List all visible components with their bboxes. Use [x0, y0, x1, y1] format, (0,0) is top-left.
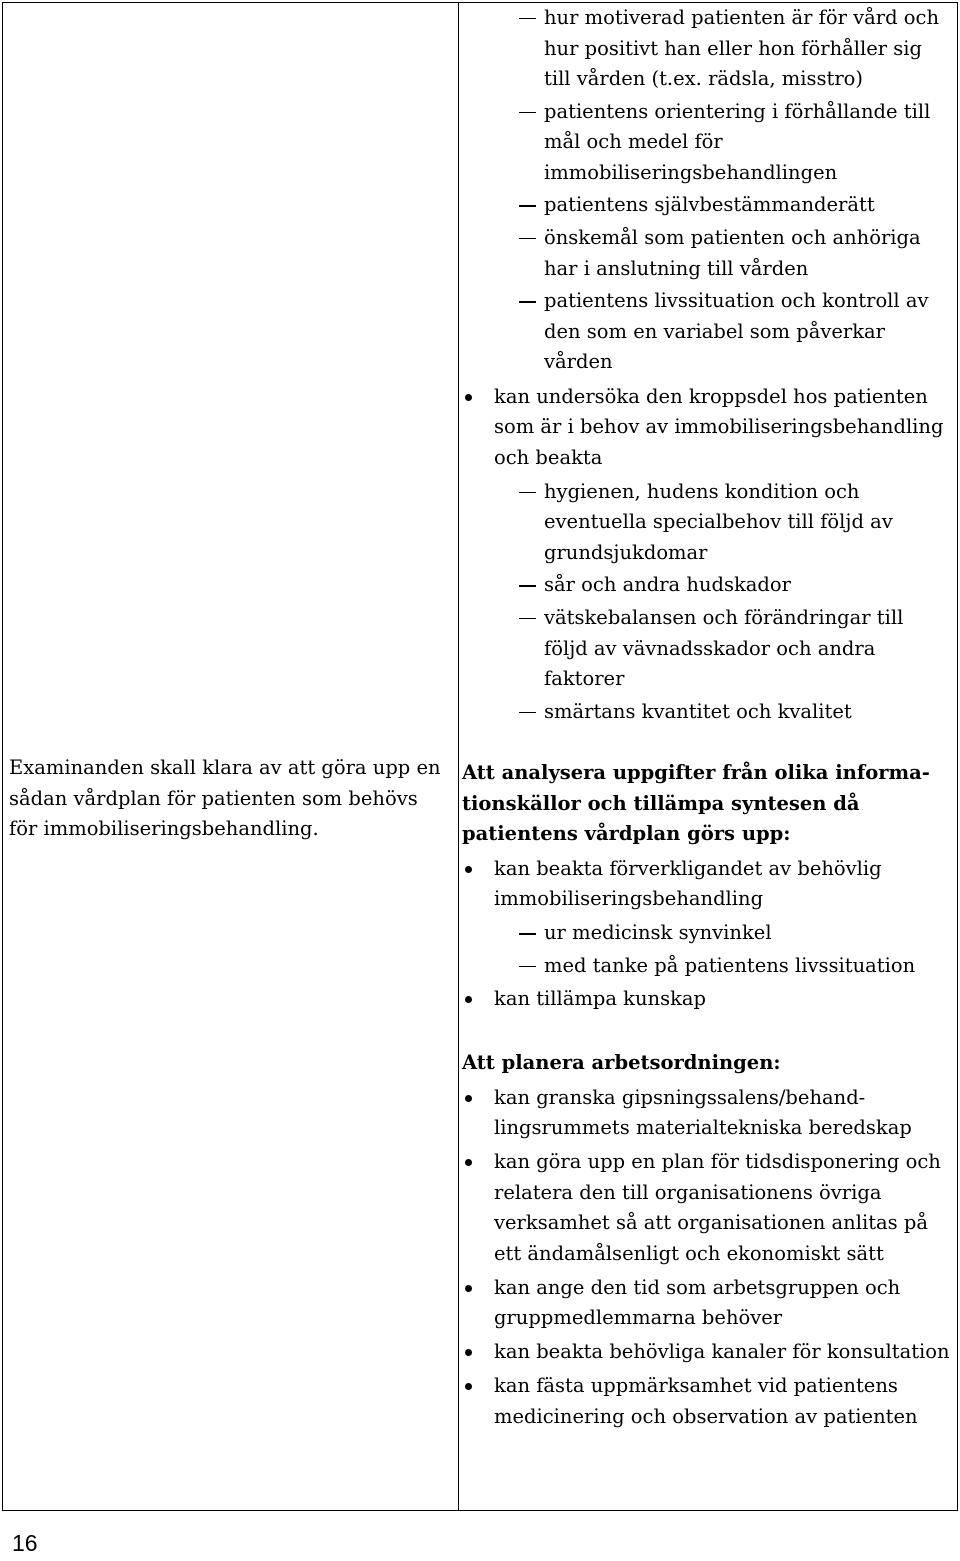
- dash-item-text: patientens självbestämmanderätt: [544, 193, 875, 217]
- column-divider: [458, 3, 459, 1510]
- planning-heading: Att planera arbetsordningen:: [462, 1051, 781, 1075]
- dash-icon: [519, 301, 536, 302]
- bullet-item: [462, 984, 952, 1015]
- analysis-section: [462, 758, 952, 1014]
- dash-item-text: patientens livssituation och kontroll av den som en variabel som påverkar vården: [544, 289, 929, 374]
- dash-icon: [519, 585, 536, 586]
- dash-item-text: sår och andra hudskador: [544, 573, 791, 597]
- bullet-icon: [465, 394, 472, 401]
- dash-item-text: patientens orientering i förhållande till mål och medel för immobiliseringsbehandlingen: [544, 99, 931, 184]
- dash-item: [462, 223, 952, 284]
- dash-icon: [519, 966, 536, 967]
- dash-item-text: med tanke på patientens livssituation: [544, 954, 916, 977]
- bullet-item: [462, 854, 952, 915]
- bullet-text: kan tillämpa kunskap: [494, 986, 707, 1010]
- dash-icon: [519, 933, 536, 934]
- dash-item-text: önskemål som patienten och anhöriga har i anslutning till vården: [544, 226, 921, 280]
- bullet-item: [462, 1147, 952, 1269]
- dash-icon: [519, 112, 536, 113]
- dash-item-text: smärtans kvantitet och kvalitet: [544, 699, 852, 723]
- examinee-requirement-text: Examinanden skall klara av att göra upp en sådan vårdplan för patienten som behövs för immobiliseringsbehandling.: [9, 756, 441, 840]
- dash-item: [462, 570, 952, 601]
- planning-section: [462, 1048, 952, 1432]
- bullet-text: kan göra upp en plan för tidsdisponering och relatera den till organisationens övriga verksamhet så att organisationen anlitas på ett ändamålsenligt och ekonomiskt sätt: [494, 1150, 941, 1265]
- bullet-text: kan ange den tid som arbetsgruppen och gruppmedlemmarna behöver: [494, 1275, 901, 1330]
- criteria-column: [462, 3, 952, 1436]
- bullet-icon: [465, 1159, 472, 1166]
- bullet-item: [462, 1083, 952, 1144]
- dash-item: [462, 603, 952, 695]
- examine-bullet: [462, 382, 952, 474]
- dash-icon: [519, 205, 536, 206]
- bullet-text: kan beakta behövliga kanaler för konsultation: [494, 1340, 950, 1364]
- dash-icon: [519, 238, 536, 239]
- dash-item: [462, 3, 952, 95]
- dash-item-text: hygienen, hudens kondition och eventuella specialbehov till följd av grundsjukdomar: [544, 479, 893, 564]
- dash-icon: [519, 618, 536, 619]
- bullet-item: [462, 1337, 952, 1368]
- analysis-heading: Att analysera uppgifter från olika informa-tionskällor och tillämpa syntesen då patientens vårdplan görs upp:: [462, 761, 930, 846]
- bullet-item: [462, 1371, 952, 1432]
- bullet-text: kan granska gipsningssalens/behand-lingsrummets materialtekniska beredskap: [494, 1085, 912, 1140]
- dash-item: [462, 697, 952, 728]
- dash-icon: [519, 18, 536, 19]
- bullet-text: kan fästa uppmärksamhet vid patientens medicinering och observation av patienten: [494, 1374, 918, 1428]
- bullet-icon: [465, 996, 472, 1003]
- dash-item-text: hur motiverad patienten är för vård och hur positivt han eller hon förhåller sig till vården (t.ex. rädsla, misstro): [544, 6, 940, 90]
- dash-item: [462, 190, 952, 221]
- bullet-item: [462, 1273, 952, 1334]
- bullet-icon: [465, 1285, 472, 1292]
- bullet-icon: [465, 1349, 472, 1356]
- dash-item-text: vätskebalansen och förändringar till följd av vävnadsskador och andra faktorer: [544, 606, 904, 691]
- bullet-text: kan beakta förverkligandet av behövlig immobiliseringsbehandling: [494, 856, 882, 911]
- dash-item: [462, 477, 952, 569]
- bullet-icon: [465, 1383, 472, 1390]
- dash-item-text: ur medicinsk synvinkel: [544, 921, 772, 945]
- bullet-text: kan undersöka den kroppsdel hos patienten som är i behov av immobiliseringsbehandling och beakta: [494, 384, 944, 469]
- dash-icon: [519, 492, 536, 493]
- dash-item: [462, 951, 952, 982]
- dash-item: [462, 97, 952, 189]
- dash-icon: [519, 712, 536, 713]
- dash-item: [462, 286, 952, 378]
- dash-item: [462, 918, 952, 949]
- bullet-icon: [465, 866, 472, 873]
- page-number: 16: [12, 1530, 38, 1556]
- bullet-icon: [465, 1095, 472, 1102]
